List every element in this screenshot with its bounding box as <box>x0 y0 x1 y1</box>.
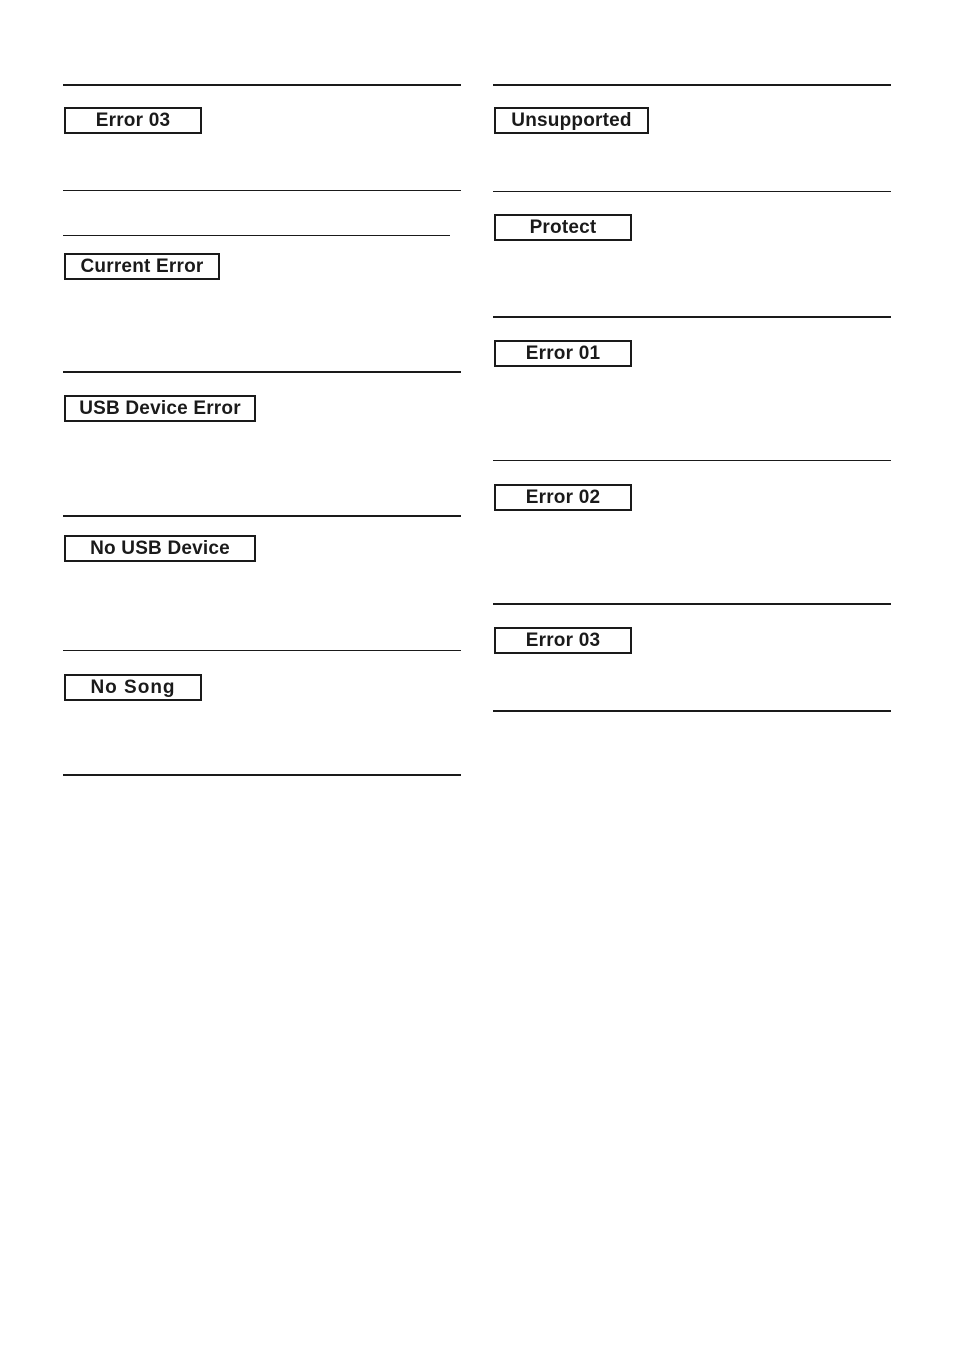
right-rule-2 <box>493 316 891 318</box>
display-message-label: Error 03 <box>525 629 601 651</box>
display-message-label: Protect <box>529 216 597 238</box>
left-rule-3 <box>63 371 461 373</box>
display-message-label: Current Error <box>80 255 204 277</box>
right-rule-4 <box>493 603 891 605</box>
display-message-box <box>64 107 202 134</box>
display-message-label: Unsupported <box>511 109 632 131</box>
display-message-label: USB Device Error <box>79 397 241 419</box>
display-message-label: Error 02 <box>525 486 601 508</box>
display-message-box <box>494 107 649 134</box>
display-message-box <box>64 535 256 562</box>
display-message-label: Error 01 <box>525 342 601 364</box>
left-rule-1 <box>63 190 461 191</box>
right-rule-3 <box>493 460 891 461</box>
display-message-box <box>64 674 202 701</box>
right-rule-top <box>493 84 891 86</box>
right-rule-bottom <box>493 710 891 712</box>
right-rule-1 <box>493 191 891 192</box>
left-rule-5 <box>63 650 461 651</box>
display-message-box <box>494 484 632 511</box>
left-rule-2 <box>63 235 450 236</box>
left-rule-top <box>63 84 461 86</box>
display-message-label: No USB Device <box>90 537 230 559</box>
display-message-label: No Song <box>90 676 176 698</box>
display-message-box <box>64 395 256 422</box>
display-message-box <box>494 627 632 654</box>
left-rule-bottom <box>63 774 461 776</box>
display-message-label: Error 03 <box>95 109 171 131</box>
left-rule-4 <box>63 515 461 517</box>
display-message-box <box>64 253 220 280</box>
display-message-box <box>494 340 632 367</box>
display-message-box <box>494 214 632 241</box>
